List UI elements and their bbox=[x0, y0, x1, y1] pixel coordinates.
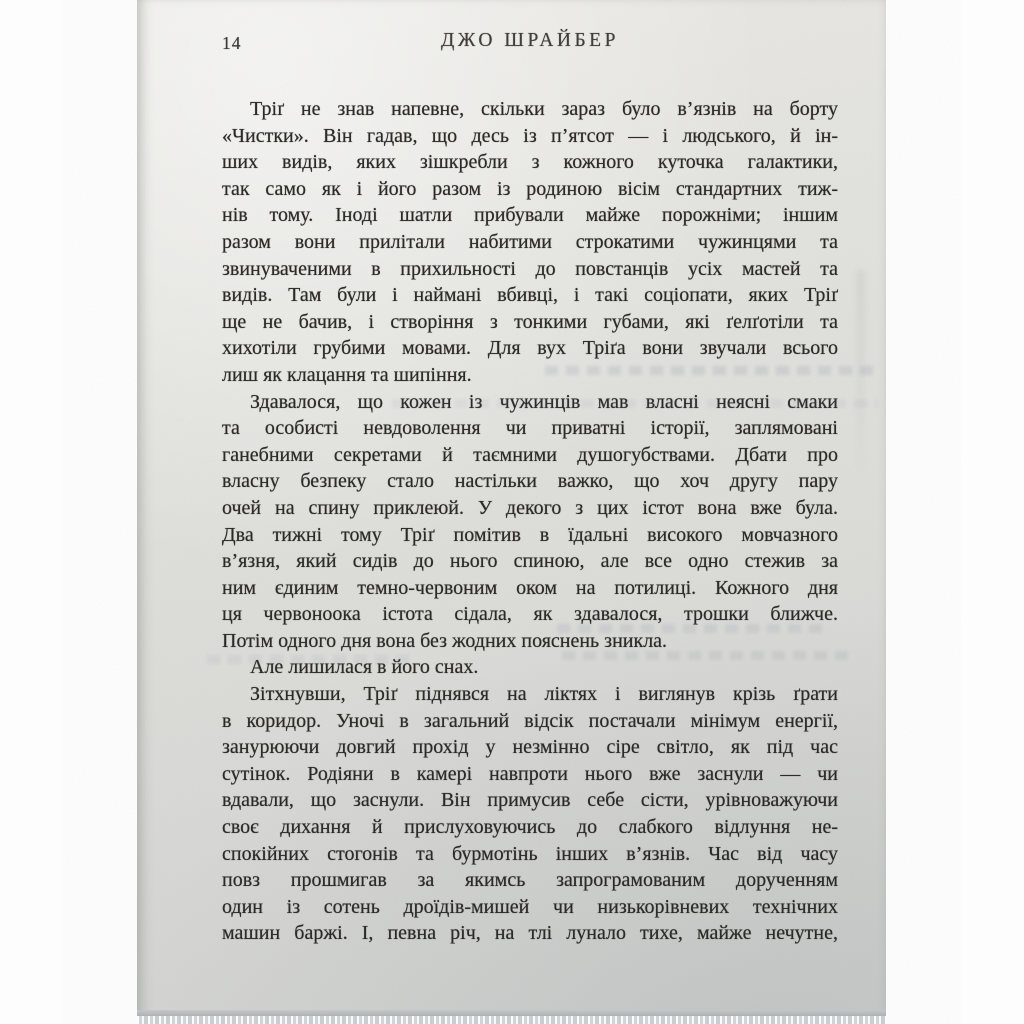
text-line: Тріґ не знав напевне, скільки зараз було в’язнів на борту bbox=[250, 98, 838, 120]
text-line: власну безпеку стало настільки важко, що хоч другу пару bbox=[222, 470, 838, 493]
text-line: спокійних стогонів та бурмотінь інших в’язнів. Час від часу bbox=[222, 842, 838, 865]
text-line: машин баржі. І, певна річ, на тлі лунало тихе, майже нечутне, bbox=[222, 922, 838, 945]
text-line: ще не бачив, і створіння з тонкими губами, які ґелґотіли та bbox=[222, 310, 838, 333]
text-line: разом вони прилітали набитими строкатими чужинцями та bbox=[222, 230, 838, 253]
page-header bbox=[222, 30, 838, 58]
text-line: Потім одного дня вона без жодних пояснень зникла. bbox=[222, 629, 668, 652]
text-line: Зітхнувши, Тріґ піднявся на ліктях і виглянув крізь ґрати bbox=[250, 683, 838, 706]
text-line: «Чистки». Він гадав, що десь із п’ятсот — і людського, й ін- bbox=[222, 124, 838, 147]
book-page bbox=[137, 0, 886, 1024]
text-line: в коридор. Уночі в загальний відсік постачали мінімум енергії, bbox=[222, 709, 838, 732]
text-line: ним єдиним темно-червоним оком на потилиці. Кожного дня bbox=[222, 576, 838, 599]
text-line: хихотіли грубими мовами. Для вух Тріґа вони звучали всього bbox=[222, 337, 838, 360]
text-line: ших видів, яких зішкребли з кожного куточка галактики, bbox=[222, 151, 838, 174]
text-line: так само як і його разом із родиною вісім стандартних тиж- bbox=[222, 177, 838, 200]
text-line: в’язня, який сидів до нього спиною, але все одно стежив за bbox=[222, 550, 838, 573]
text-line: ця червоноока істота сідала, як здавалося, трошки ближче. bbox=[222, 603, 838, 626]
text-line: очей на спину приклеюй. У декого з цих істот вона вже була. bbox=[222, 496, 838, 519]
text-line: Але лишилася в його снах. bbox=[250, 656, 479, 679]
page-block-edge bbox=[137, 1016, 886, 1024]
text-line: видів. Там були і наймані вбивці, і такі соціопати, яких Тріґ bbox=[222, 284, 838, 307]
text-line: ганебними секретами й таємними душогубствами. Дбати про bbox=[222, 443, 838, 466]
text-line: сутінок. Родіяни в камері навпроти нього вже заснули — чи bbox=[222, 762, 838, 785]
text-line: лиш як клацання та шипіння. bbox=[222, 363, 472, 386]
text-line: Здавалося, що кожен із чужинців мав власні неясні смаки bbox=[250, 390, 838, 413]
text-line: нів тому. Іноді шатли прибували майже порожніми; іншим bbox=[222, 204, 838, 227]
text-line: повз прошмигав за якимсь запрограмованим дорученням bbox=[222, 869, 838, 892]
text-line: один із сотень дроїдів-мишей чи низькорівневих технічних bbox=[222, 895, 838, 918]
body-text bbox=[222, 96, 838, 947]
text-line: Два тижні тому Тріґ помітив в їдальні високого мовчазного bbox=[222, 523, 838, 546]
show-through-mark bbox=[856, 270, 865, 470]
text-line: своє дихання й прислуховуючись до слабкого відлуння не- bbox=[222, 816, 838, 839]
running-head: ДЖО ШРАЙБЕР bbox=[441, 30, 619, 51]
text-line: вдавали, що заснули. Він примусив себе сісти, урівноважуючи bbox=[222, 789, 838, 812]
text-line: та особисті невдоволення чи приватні історії, заплямовані bbox=[222, 417, 838, 440]
text-line: звинуваченими в прихильності до повстанців усіх мастей та bbox=[222, 257, 838, 280]
text-line: занурюючи довгий прохід у незмінно сіре світло, як під час bbox=[222, 736, 838, 759]
page-number: 14 bbox=[222, 33, 242, 53]
